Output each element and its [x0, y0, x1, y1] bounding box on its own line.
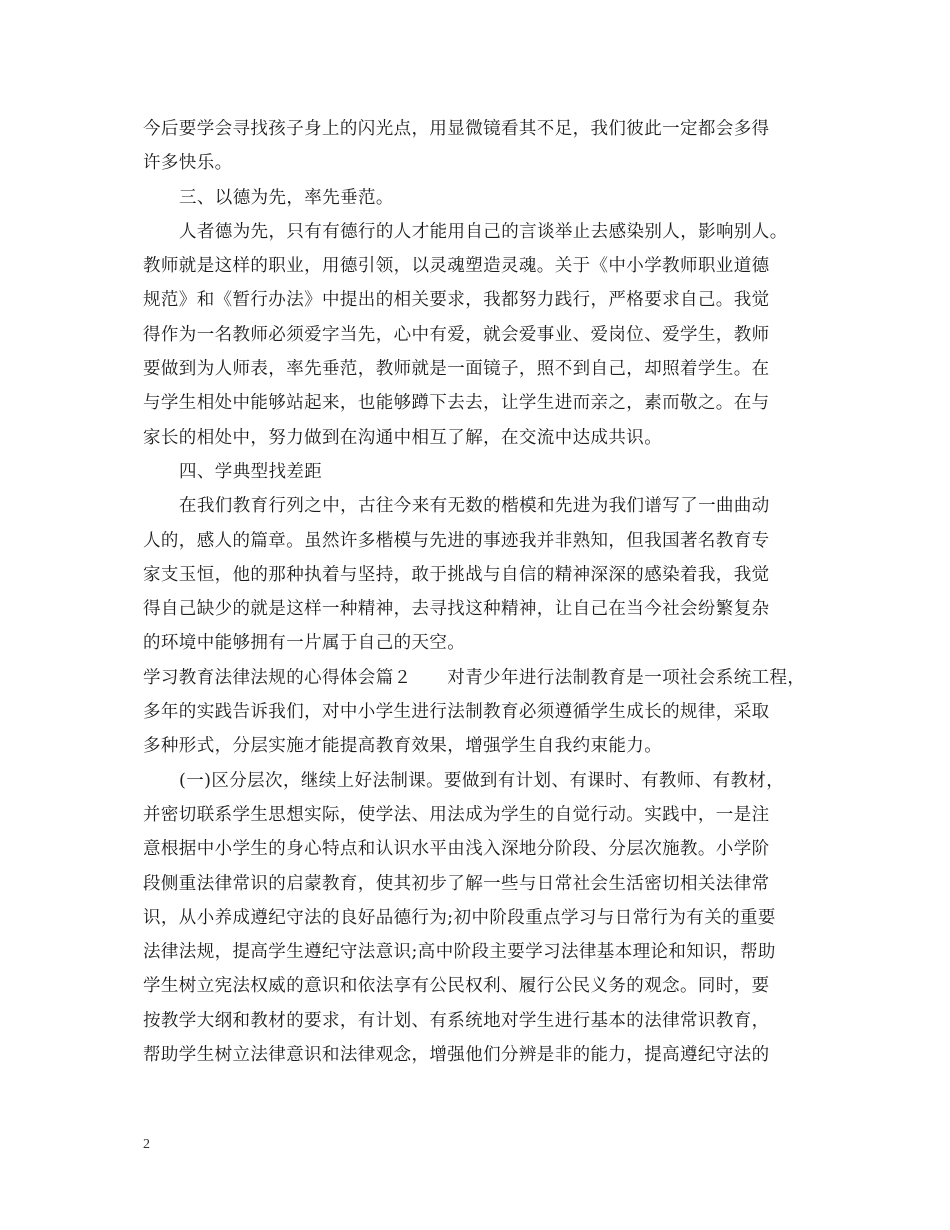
text-line: 的环境中能够拥有一片属于自己的天空。 [143, 633, 466, 654]
text-line: 家长的相处中，努力做到在沟通中相互了解，在交流中达成共识。 [143, 427, 663, 448]
article-title-line: 学习教育法律法规的心得体会篇２ 对青少年进行法制教育是一项社会系统工程， [143, 667, 806, 688]
text-line: 家支玉恒，他的那种执着与坚持，敢于挑战与自信的精神深深的感染着我，我觉 [143, 564, 770, 585]
text-line: 得自己缺少的就是这样一种精神，去寻找这种精神，让自己在当今社会纷繁复杂 [143, 599, 770, 620]
text-line: 规范》和《暂行办法》中提出的相关要求，我都努力践行，严格要求自己。我觉 [143, 290, 770, 311]
text-line: 教师就是这样的职业，用德引领，以灵魂塑造灵魂。关于《中小学教师职业道德 [143, 256, 770, 277]
text-line: 多年的实践告诉我们，对中小学生进行法制教育必须遵循学生成长的规律，采取 [143, 702, 770, 723]
text-line: 并密切联系学生思想实际，使学法、用法成为学生的自觉行动。实践中，一是注 [143, 804, 770, 825]
text-line: 人者德为先，只有有德行的人才能用自己的言谈举止去感染别人，影响别人。 [179, 221, 788, 242]
text-line: 要做到为人师表，率先垂范，教师就是一面镜子，照不到自己，却照着学生。在 [143, 359, 770, 380]
text-line: 在我们教育行列之中，古往今来有无数的楷模和先进为我们谱写了一曲曲动 [179, 496, 770, 517]
text-line: 学生树立宪法权威的意识和依法享有公民权利、履行公民义务的观念。同时，要 [143, 976, 770, 997]
text-line: 人的，感人的篇章。虽然许多楷模与先进的事迹我并非熟知，但我国著名教育专 [143, 530, 770, 551]
section-heading: 三、以德为先，率先垂范。 [179, 187, 394, 208]
page-number: 2 [143, 1137, 150, 1152]
text-line: 得作为一名教师必须爱字当先，心中有爱，就会爱事业、爱岗位、爱学生，教师 [143, 324, 770, 345]
text-line: 法律法规，提高学生遵纪守法意识;高中阶段主要学习法律基本理论和知识，帮助 [143, 942, 776, 963]
text-line: 段侧重法律常识的启蒙教育，使其初步了解一些与日常社会生活密切相关法律常 [143, 873, 770, 894]
text-line: 帮助学生树立法律意识和法律观念，增强他们分辨是非的能力，提高遵纪守法的 [143, 1045, 770, 1066]
text-line: 许多快乐。 [143, 153, 233, 174]
text-line: (一)区分层次，继续上好法制课。要做到有计划、有课时、有教师、有教材， [179, 770, 785, 791]
text-line: 按教学大纲和教材的要求，有计划、有系统地对学生进行基本的法律常识教育， [143, 1010, 770, 1031]
text-line: 与学生相处中能够站起来，也能够蹲下去去，让学生进而亲之，素而敬之。在与 [143, 393, 770, 414]
text-line: 今后要学会寻找孩子身上的闪光点，用显微镜看其不足，我们彼此一定都会多得 [143, 119, 770, 139]
text-line: 意根据中小学生的身心特点和认识水平由浅入深地分阶段、分层次施教。小学阶 [143, 839, 770, 860]
section-heading: 四、学典型找差距 [179, 461, 323, 482]
text-line: 识，从小养成遵纪守法的良好品德行为;初中阶段重点学习与日常行为有关的重要 [143, 907, 776, 928]
document-body [143, 112, 833, 1072]
text-line: 多种形式，分层实施才能提高教育效果，增强学生自我约束能力。 [143, 736, 663, 757]
